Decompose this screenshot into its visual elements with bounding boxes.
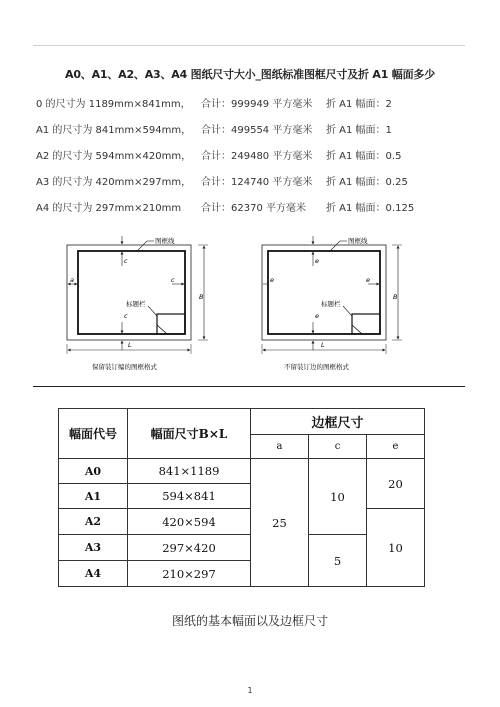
dim-e-top: e [315,257,319,265]
cell-a: 25 [251,459,309,587]
dim-L: L [128,341,132,349]
size-text: 0 的尺寸为 1189mm×841mm， [36,99,191,110]
cell-size: 297×420 [128,535,251,561]
total-text: 合计：124740 平方毫米 [201,177,313,188]
frame-line-label: 图框线 [348,237,368,245]
cell-size: 210×297 [128,561,251,587]
size-text: A4 的尺寸为 297mm×210mm [36,203,182,214]
total-text: 合计：999949 平方毫米 [201,99,313,110]
dim-c-top: c [124,257,128,265]
header-c: c [309,435,367,459]
frame-line-label: 图框线 [155,237,175,245]
header-size: 幅面尺寸B×L [128,409,251,459]
header-a: a [251,435,309,459]
diagram-binding-format [67,236,208,371]
total-text: 合计：249480 平方毫米 [201,151,313,162]
title-block-label: 标题栏 [126,300,146,308]
title-block [157,314,185,334]
diagram-caption-right: 不留装订边的图框格式 [284,363,349,371]
dim-a: a [70,276,74,284]
cell-code: A4 [59,561,128,587]
frame-line [268,251,380,334]
fold-text: 折 A1 幅面：0.25 [326,177,408,188]
frame-line [78,251,185,334]
paper-size-table [58,408,425,587]
table-row [59,459,425,484]
dim-c-right: c [171,276,175,284]
dim-L: L [321,341,325,349]
dim-B: B [199,293,204,301]
size-text: A1 的尺寸为 841mm×594mm， [36,125,192,136]
dim-e-bottom: e [315,312,319,320]
section-separator [33,386,465,387]
header-code: 幅面代号 [59,409,128,459]
cell-size: 841×1189 [128,459,251,484]
total-text: 合计：62370 平方毫米 [201,203,306,214]
sheet-outline [262,245,386,340]
header-border: 边框尺寸 [251,409,425,435]
title-block [352,314,380,334]
dim-e-left: e [270,276,274,284]
cell-c-1: 10 [309,459,367,535]
fold-text: 折 A1 幅面：2 [326,99,392,110]
cell-code: A0 [59,459,128,484]
cell-code: A2 [59,509,128,535]
cell-e-1: 20 [367,459,425,509]
cell-size: 420×594 [128,509,251,535]
title-block-label: 标题栏 [321,300,341,308]
dim-c-bottom: c [124,312,128,320]
frame-format-diagram [50,236,450,378]
top-rule [33,45,465,46]
diagram-no-binding-format [262,236,402,371]
fold-text: 折 A1 幅面：0.125 [326,203,415,214]
fold-text: 折 A1 幅面：1 [326,125,392,136]
cell-e-2: 10 [367,509,425,587]
cell-code: A1 [59,484,128,509]
page-number: 1 [247,686,253,695]
header-e: e [367,435,425,459]
size-text: A2 的尺寸为 594mm×420mm， [36,151,192,162]
cell-c-2: 5 [309,535,367,587]
dim-B: B [393,293,398,301]
fold-text: 折 A1 幅面：0.5 [326,151,402,162]
diagram-caption-left: 保留装订编的图框格式 [92,363,157,371]
cell-size: 594×841 [128,484,251,509]
page-title: A0、A1、A2、A3、A4 图纸尺寸大小_图纸标准图框尺寸及折 A1 幅面多少 [65,68,435,81]
total-text: 合计：499554 平方毫米 [201,125,313,136]
sheet-outline [67,245,191,340]
table-caption: 图纸的基本幅面以及边框尺寸 [171,614,328,628]
size-text: A3 的尺寸为 420mm×297mm， [36,177,192,188]
dim-e-right: e [366,276,370,284]
table-row [59,509,425,535]
cell-code: A3 [59,535,128,561]
